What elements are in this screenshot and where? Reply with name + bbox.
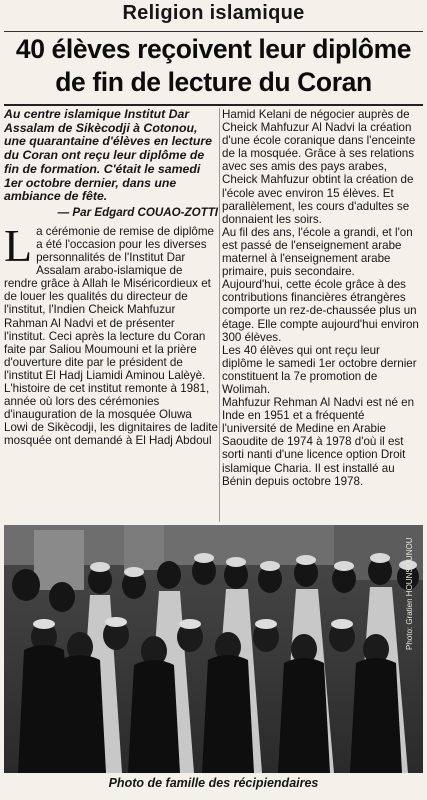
body-paragraph-3: Hamid Kelani de négocier auprès de Cheick Mahfuzur Al Nadvi la création d'une école coranique dans l'enceinte de la mosquée. Grâce à ses relations avec ses amis des pays arabes, Cheick Mahfuzur obtint la création de l'école avec environ 15 élèves. Et parallèlement, les cours d'adultes se donnaient les soirs.: [222, 108, 416, 226]
right-column: [222, 108, 422, 488]
group-photo-image: [4, 525, 423, 773]
drop-cap: L: [4, 219, 33, 271]
body-paragraph-7: Mahfuzur Rehman Al Nadvi est né en Inde en 1951 et a fréquenté l'université de Medine en Arabie Saoudite de 1974 à 1978 d'où il est sorti nanti d'une licence option Droit islamique Charia. Il est installé au Bénin depuis octobre 1978.: [222, 396, 415, 488]
headline-line-2: de fin de lecture du Coran: [55, 67, 372, 97]
headline-divider: [4, 104, 423, 106]
article-headline: [0, 33, 427, 99]
body-paragraph-5: Aujourd'hui, cette école grâce à des contributions financières étrangères comporte un rez-de-chaussée plus un étage. Elle compte aujourd'hui environ 300 élèves.: [222, 278, 419, 344]
photo-credit: Photo: Gratien HOUNSOUNOU: [405, 537, 414, 650]
byline-text: Par Edgard COUAO-ZOTTI: [72, 205, 218, 219]
section-rubric: Religion islamique: [122, 2, 305, 24]
photo-caption: Photo de famille des récipiendaires: [108, 776, 319, 790]
body-paragraph-1: [4, 219, 218, 382]
body-paragraph-2: L'histoire de cet institut remonte à 1981, année où lors des cérémonies d'inauguration de la mosquée Oluwa Lowi de Sikècodji, les dignitaires de ladite mosquée ont demandé à El Hadj Abdoul: [4, 382, 218, 448]
group-photo: [4, 525, 423, 773]
headline-line-1: 40 élèves reçoivent leur diplôme: [15, 34, 412, 64]
body-paragraph-6: Les 40 élèves qui ont reçu leur diplôme le samedi 1er octobre dernier constituent la 7e promotion de Wolimah.: [222, 343, 417, 396]
column-divider: [219, 108, 220, 522]
rubric-divider: [4, 31, 423, 32]
left-column: [4, 108, 218, 448]
article-lead: Au centre islamique Institut Dar Assalam de Sikècodji à Cotonou, une quarantaine d'élèves en lecture du Coran ont reçu leur diplôme de fin de formation. C'était le samedi 1er octobre dernier, dans une ambiance de fête.: [4, 107, 212, 204]
byline: — Par Edgard COUAO-ZOTTI: [57, 205, 218, 219]
body-paragraph-4: Au fil des ans, l'école a grandi, et l'on est passé de l'enseignement arabe maternel à l'enseignement arabe primaire, puis secondaire.: [222, 225, 413, 279]
body-paragraph-1-text: a cérémonie de remise de diplôme a été l'occasion pour les diverses personnalités de l'Institut Dar Assalam arabo-islamique de rendre grâce à Allah le Miséricordieux et de louer les qualités du directeur de l'institut, l'Indien Cheick Mahfuzur Rahman Al Nadvi et de présenter l'institut. Ceci après la lecture du Coran faite par Saliou Moumouni et la prière d'ouverture dite par le président de l'institut El Hadj Liamidi Aminou Lalèyè.: [4, 224, 214, 382]
